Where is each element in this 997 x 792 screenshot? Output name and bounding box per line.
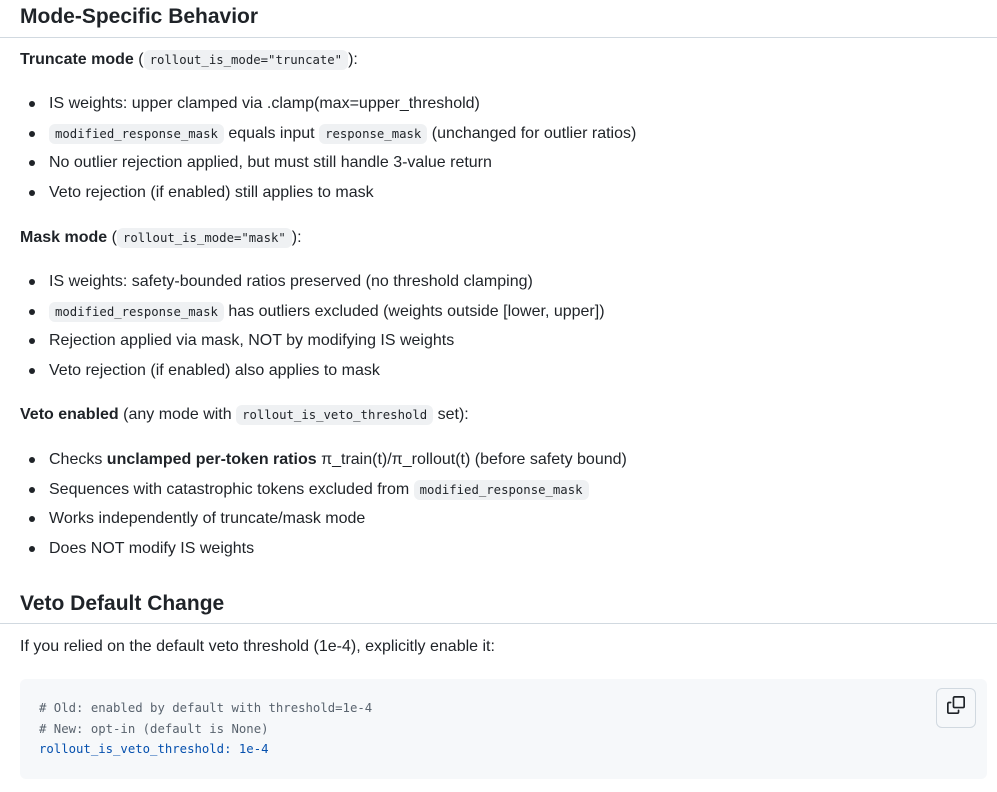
inline-code: response_mask <box>319 124 427 144</box>
list-item-text: (unchanged for outlier ratios) <box>427 124 637 142</box>
veto-default-intro: If you relied on the default veto threshold (1e-4), explicitly enable it: <box>20 638 495 655</box>
paren-open: (any mode with <box>118 406 237 423</box>
list-item-text: Works independently of truncate/mask mode <box>49 510 366 527</box>
list-item-text: has outliers excluded (weights outside [lower, upper]) <box>223 302 605 320</box>
list-item <box>20 181 636 211</box>
list-item-text: Veto rejection (if enabled) also applies to mask <box>49 361 380 379</box>
heading-divider <box>0 623 997 624</box>
mask-list <box>20 270 605 388</box>
list-item-text: equals input <box>223 124 320 142</box>
list-item <box>20 122 636 152</box>
list-item <box>20 478 627 508</box>
paren-open: ( <box>107 229 117 246</box>
mask-mode-label: Mask mode <box>20 229 108 246</box>
list-item-text: Rejection applied via mask, NOT by modifying IS weights <box>49 332 455 349</box>
code-comment: # Old: enabled by default with threshold=1e-4 <box>39 701 373 715</box>
code-comment: # New: opt-in (default is None) <box>39 721 269 736</box>
list-item-text: π_train(t)/π_rollout(t) (before safety bound) <box>316 451 627 468</box>
list-item-text: IS weights: safety-bounded ratios preserved (no threshold clamping) <box>49 273 533 290</box>
list-item-bold: unclamped per-token ratios <box>106 451 317 468</box>
list-item <box>20 537 627 567</box>
truncate-mode-code: rollout_is_mode="truncate" <box>144 50 349 70</box>
code-key: rollout_is_veto_threshold <box>39 742 225 756</box>
list-item <box>20 270 605 300</box>
inline-code: modified_response_mask <box>49 302 224 322</box>
paren-open: ( <box>133 51 144 68</box>
heading-divider <box>0 37 997 38</box>
code-line <box>39 739 968 760</box>
code-colon: : <box>224 742 239 756</box>
code-value: 1e-4 <box>238 742 269 756</box>
list-item-text: Veto rejection (if enabled) still applies to mask <box>49 183 374 201</box>
inline-code: modified_response_mask <box>414 480 589 500</box>
truncate-mode-heading <box>20 48 358 72</box>
paren-close: set): <box>433 406 469 423</box>
list-item <box>20 359 605 389</box>
list-item <box>20 507 627 537</box>
copy-button[interactable] <box>936 688 976 728</box>
list-item <box>20 448 627 478</box>
section-heading-mode-specific: Mode-Specific Behavior <box>20 5 259 28</box>
list-item <box>20 92 636 122</box>
list-item <box>20 151 636 181</box>
paren-close: ): <box>348 51 358 68</box>
truncate-list <box>20 92 636 210</box>
mask-mode-heading <box>20 226 302 250</box>
veto-list <box>20 448 627 566</box>
list-item-text: Checks <box>49 451 107 468</box>
inline-code: modified_response_mask <box>49 124 224 144</box>
list-item-text: Sequences with catastrophic tokens excluded from <box>49 480 414 498</box>
list-item-text: Does NOT modify IS weights <box>49 539 255 557</box>
list-item <box>20 300 605 330</box>
list-item <box>20 329 605 359</box>
list-item-text: IS weights: upper clamped via .clamp(max=upper_threshold) <box>49 95 480 112</box>
truncate-mode-label: Truncate mode <box>20 51 134 68</box>
veto-code: rollout_is_veto_threshold <box>236 405 433 425</box>
paren-close: ): <box>291 229 302 246</box>
copy-icon <box>947 696 965 721</box>
veto-heading <box>20 403 469 427</box>
section-heading-veto-default: Veto Default Change <box>20 592 225 615</box>
code-block <box>20 679 987 779</box>
mask-mode-code: rollout_is_mode="mask" <box>117 228 292 248</box>
veto-label: Veto enabled <box>20 406 119 423</box>
list-item-text: No outlier rejection applied, but must still handle 3-value return <box>49 154 492 171</box>
